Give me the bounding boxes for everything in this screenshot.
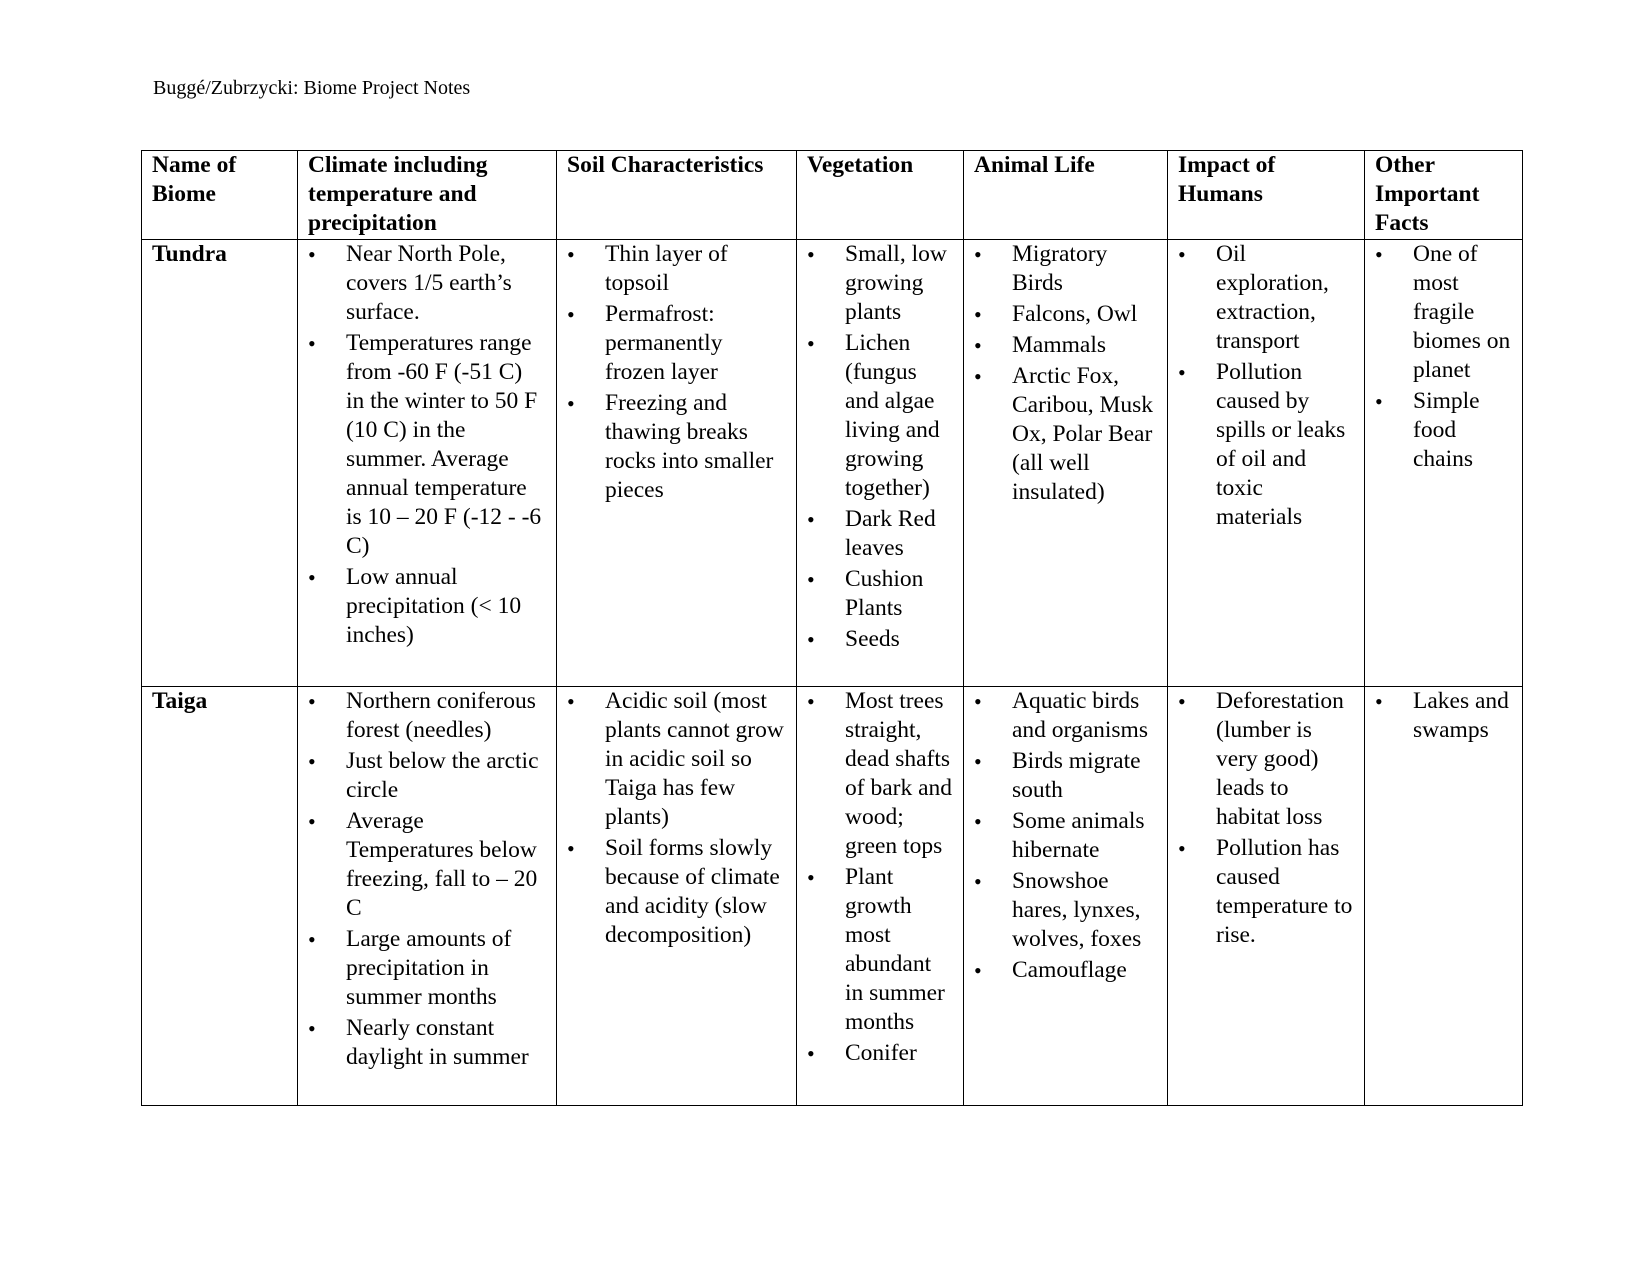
list-item: • Pollution caused by spills or leaks of oil and toxic materials (1178, 358, 1354, 532)
humans-list (1178, 687, 1354, 950)
facts-list (1375, 687, 1512, 745)
list-item: • Northern coniferous forest (needles) (308, 687, 546, 745)
list-item: • Birds migrate south (974, 747, 1157, 805)
vegetation-cell (797, 687, 964, 1106)
climate-list (308, 240, 546, 650)
column-header-label: Impact of Humans (1178, 152, 1276, 207)
list-item: • Nearly constant daylight in summer (308, 1014, 546, 1072)
list-item: • Cushion Plants (807, 565, 953, 623)
biome-notes-table (141, 150, 1523, 1106)
animals-cell (964, 687, 1168, 1106)
list-item: • Soil forms slowly because of climate and acidity (slow decomposition) (567, 834, 786, 950)
list-item: • Conifer (807, 1039, 953, 1068)
climate-list (308, 687, 546, 1072)
list-item: • Average Temperatures below freezing, fall to – 20 C (308, 807, 546, 923)
column-header-soil (557, 151, 797, 240)
list-item: • Acidic soil (most plants cannot grow in acidic soil so Taiga has few plants) (567, 687, 786, 832)
list-item: • Dark Red leaves (807, 505, 953, 563)
list-item: • Simple food chains (1375, 387, 1512, 474)
table-header-row (142, 151, 1523, 240)
climate-cell (298, 240, 557, 687)
facts-list (1375, 240, 1512, 474)
list-item: • Just below the arctic circle (308, 747, 546, 805)
list-item: • Some animals hibernate (974, 807, 1157, 865)
column-header-label: Soil Characteristics (567, 152, 764, 178)
facts-cell (1365, 687, 1523, 1106)
column-header-name (142, 151, 298, 240)
vegetation-list (807, 240, 953, 654)
list-item: • Aquatic birds and organisms (974, 687, 1157, 745)
table-row-tundra (142, 240, 1523, 687)
soil-cell (557, 687, 797, 1106)
list-item: • Plant growth most abundant in summer months (807, 863, 953, 1037)
soil-list (567, 240, 786, 505)
vegetation-list (807, 687, 953, 1068)
list-item: • Large amounts of precipitation in summer months (308, 925, 546, 1012)
soil-list (567, 687, 786, 950)
vegetation-cell (797, 240, 964, 687)
list-item: • Deforestation (lumber is very good) leads to habitat loss (1178, 687, 1354, 832)
table-row-taiga (142, 687, 1523, 1106)
list-item: • Thin layer of topsoil (567, 240, 786, 298)
list-item: • Migratory Birds (974, 240, 1157, 298)
animals-cell (964, 240, 1168, 687)
humans-list (1178, 240, 1354, 532)
humans-cell (1168, 687, 1365, 1106)
humans-cell (1168, 240, 1365, 687)
column-header-label: Animal Life (974, 152, 1095, 178)
list-item: • Arctic Fox, Caribou, Musk Ox, Polar Bear (all well insulated) (974, 362, 1157, 507)
document-title: Buggé/Zubrzycki: Biome Project Notes (153, 77, 471, 99)
column-header-label: Other Important Facts (1375, 152, 1480, 236)
column-header-label: Climate including temperature and precipitation (308, 152, 488, 236)
list-item: • Oil exploration, extraction, transport (1178, 240, 1354, 356)
list-item: • Most trees straight, dead shafts of bark and wood; green tops (807, 687, 953, 861)
column-header-animals (964, 151, 1168, 240)
biome-name-cell: Tundra (142, 240, 298, 687)
column-header-label: Vegetation (807, 152, 914, 178)
list-item: • Seeds (807, 625, 953, 654)
list-item: • Camouflage (974, 956, 1157, 985)
animals-list (974, 687, 1157, 985)
list-item: • Pollution has caused temperature to rise. (1178, 834, 1354, 950)
column-header-climate (298, 151, 557, 240)
column-header-label: Name of Biome (152, 152, 237, 207)
list-item: • Small, low growing plants (807, 240, 953, 327)
list-item: • One of most fragile biomes on planet (1375, 240, 1512, 385)
column-header-facts (1365, 151, 1523, 240)
list-item: • Lichen (fungus and algae living and growing together) (807, 329, 953, 503)
soil-cell (557, 240, 797, 687)
list-item: • Mammals (974, 331, 1157, 360)
biome-name-cell: Taiga (142, 687, 298, 1106)
list-item: • Temperatures range from -60 F (-51 C) in the winter to 50 F (10 C) in the summer. Average annual temperature is 10 – 20 F (-12 - -6 C) (308, 329, 546, 561)
column-header-vegetation (797, 151, 964, 240)
list-item: • Falcons, Owl (974, 300, 1157, 329)
column-header-humans (1168, 151, 1365, 240)
list-item: • Snowshoe hares, lynxes, wolves, foxes (974, 867, 1157, 954)
facts-cell (1365, 240, 1523, 687)
list-item: • Low annual precipitation (< 10 inches) (308, 563, 546, 650)
list-item: • Near North Pole, covers 1/5 earth’s surface. (308, 240, 546, 327)
list-item: • Freezing and thawing breaks rocks into smaller pieces (567, 389, 786, 505)
animals-list (974, 240, 1157, 507)
climate-cell (298, 687, 557, 1106)
list-item: • Lakes and swamps (1375, 687, 1512, 745)
list-item: • Permafrost: permanently frozen layer (567, 300, 786, 387)
